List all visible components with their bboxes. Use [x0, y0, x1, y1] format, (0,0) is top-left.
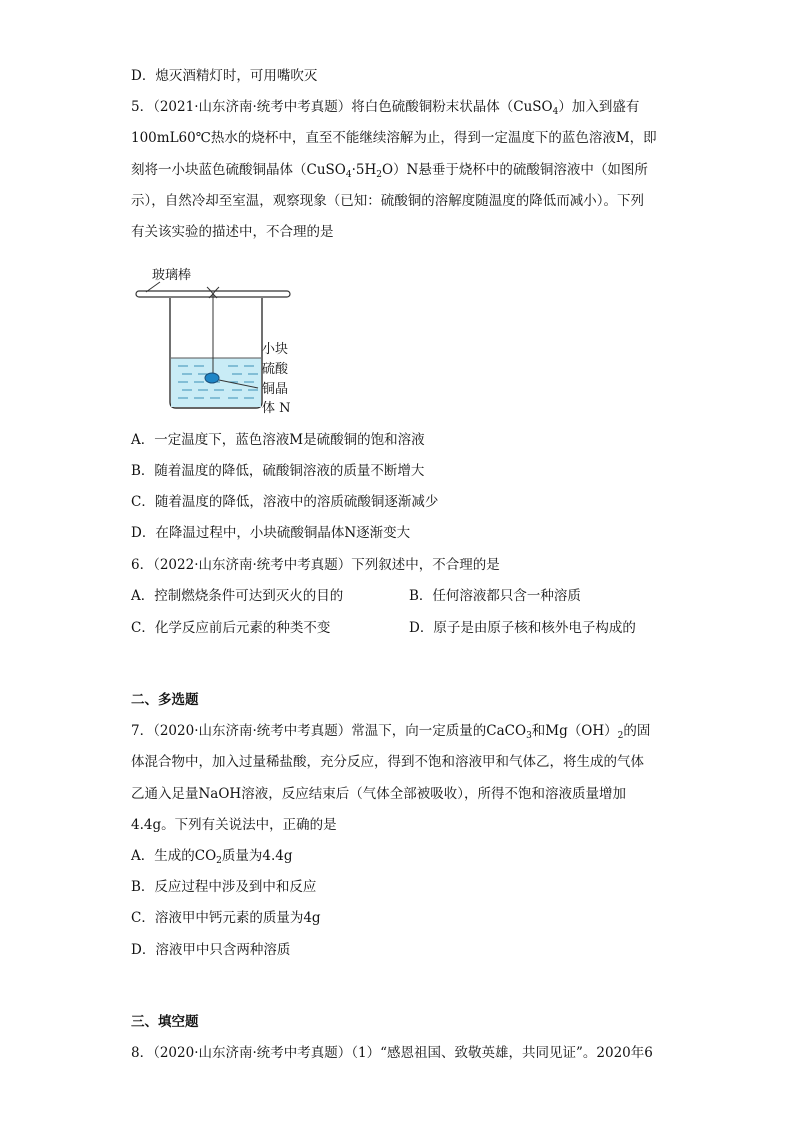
- q7-option-a: A．生成的$CO_2$质量为4.4g: [131, 848, 293, 866]
- q8-stem-line-1: 8．（2020·山东济南·统考中考真题）（1）“感恩祖国、致敬英雄，共同见证”。2020年6: [131, 1045, 653, 1061]
- q7-stem-line-4: 4.4g。下列有关说法中，正确的是: [131, 817, 337, 833]
- q5-option-a: A．一定温度下，蓝色溶液M是硫酸铜的饱和溶液: [131, 432, 425, 448]
- crystal-label-3: 铜晶: [262, 382, 289, 397]
- q4-option-d: D．熄灭酒精灯时，可用嘴吹灭: [131, 68, 318, 84]
- section-fill-in-heading: 三、填空题: [131, 1014, 199, 1030]
- section-multiple-choice-heading: 二、多选题: [131, 692, 199, 708]
- q5-option-c: C．随着温度的降低，溶液中的溶质硫酸铜逐渐减少: [131, 494, 439, 510]
- q7-stem-line-2: 体混合物中，加入过量稀盐酸，充分反应，得到不饱和溶液甲和气体乙，将生成的气体: [131, 754, 644, 770]
- q6-option-d: D．原子是由原子核和核外电子构成的: [409, 620, 636, 636]
- copper-sulfate-crystal: [205, 373, 219, 383]
- q6-stem: 6．（2022·山东济南·统考中考真题）下列叙述中，不合理的是: [131, 557, 500, 573]
- q5-stem-line-1: 5．（2021·山东济南·统考中考真题）将白色硫酸铜粉末状晶体（CuSO$_4$）加入到盛有: [131, 99, 640, 117]
- q5-option-b: B．随着温度的降低，硫酸铜溶液的质量不断增大: [131, 463, 425, 479]
- beaker-figure: [132, 262, 312, 422]
- crystal-label-4: 体 N: [262, 401, 291, 416]
- q7-option-c: C．溶液甲中钙元素的质量为4g: [131, 910, 321, 926]
- q6-option-c: C．化学反应前后元素的种类不变: [131, 620, 331, 636]
- q5-stem-line-5: 有关该实验的描述中，不合理的是: [131, 224, 334, 240]
- q7-stem-line-1: 7．（2020·山东济南·统考中考真题）常温下，向一定质量的CaCO$_3$和$Mg(OH)_2$的固: [131, 723, 651, 741]
- crystal-label-2: 硫酸: [262, 362, 289, 377]
- rod-label: 玻璃棒: [152, 268, 192, 283]
- q5-stem-line-4: 示），自然冷却至室温，观察现象（已知：硫酸铜的溶解度随温度的降低而减小）。下列: [131, 193, 644, 209]
- q7-stem-line-3: 乙通入足量NaOH溶液，反应结束后（气体全部被吸收），所得不饱和溶液质量增加: [131, 786, 626, 802]
- q5-stem-line-2: 100mL60℃热水的烧杯中，直至不能继续溶解为止，得到一定温度下的蓝色溶液M，即: [131, 130, 657, 146]
- q5-stem-line-3: 刻将一小块蓝色硫酸铜晶体$(CuSO_4\cdot 5H_2O)N$悬垂于烧杯中的硫酸铜溶液中（如图所: [131, 162, 648, 180]
- crystal-label-1: 小块: [262, 342, 289, 357]
- q6-option-a: A．控制燃烧条件可达到灭火的目的: [131, 588, 344, 604]
- q7-option-b: B．反应过程中涉及到中和反应: [131, 879, 317, 895]
- q7-option-d: D．溶液甲中只含两种溶质: [131, 942, 291, 958]
- q5-option-d: D．在降温过程中，小块硫酸铜晶体N逐渐变大: [131, 525, 411, 541]
- q6-option-b: B．任何溶液都只含一种溶质: [409, 588, 581, 604]
